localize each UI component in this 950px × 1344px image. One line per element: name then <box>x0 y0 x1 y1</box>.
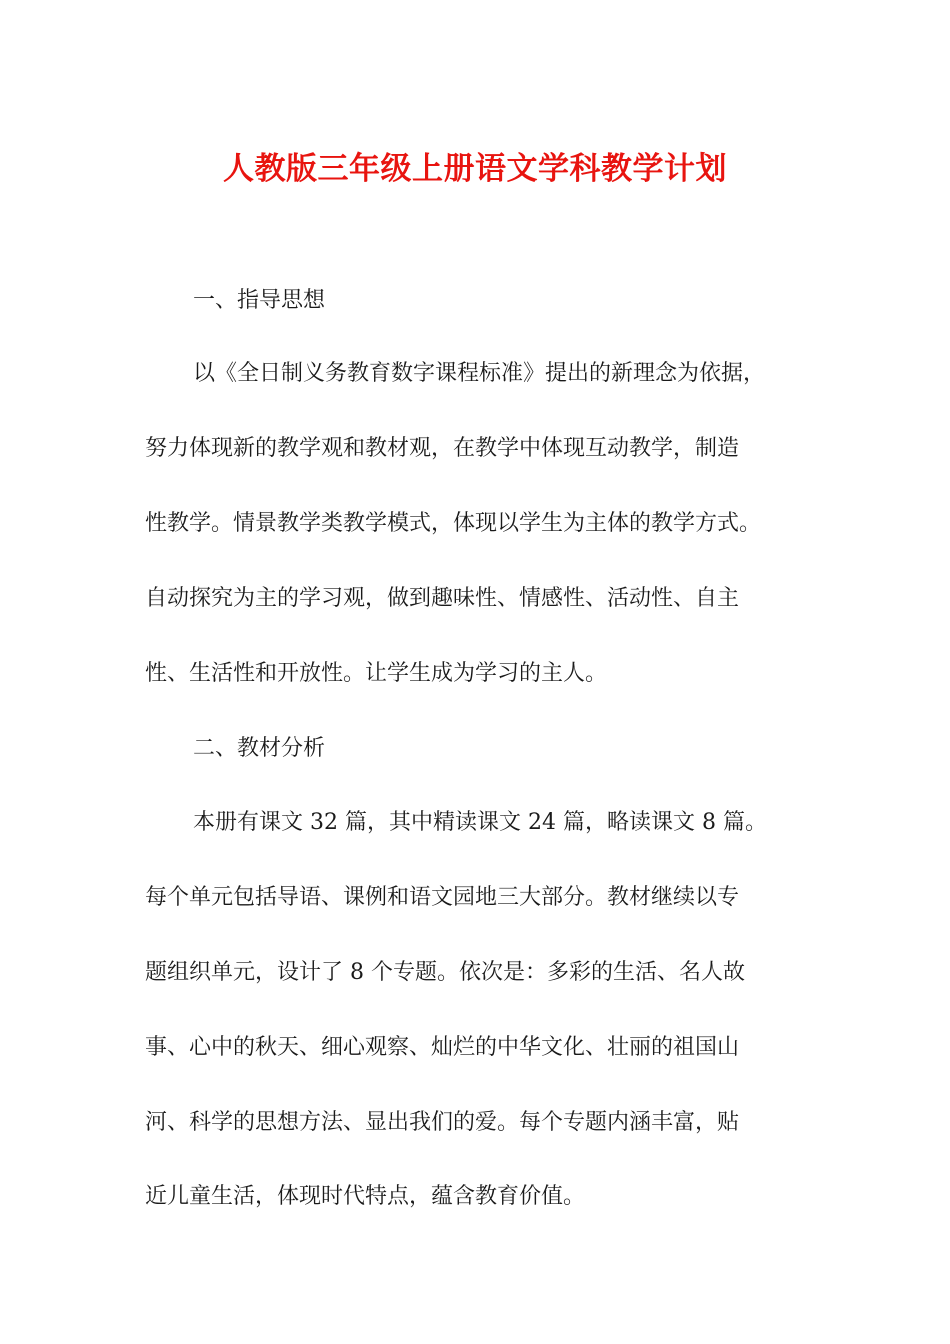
document-title: 人教版三年级上册语文学科教学计划 <box>223 151 727 187</box>
section-heading-textbook-analysis: 二、教材分析 <box>193 736 326 761</box>
paragraph-line: 性教学。情景教学类教学模式，体现以学生为主体的教学方式。 <box>145 511 762 536</box>
paragraph-line: 自动探究为主的学习观，做到趣味性、情感性、活动性、自主 <box>145 586 740 611</box>
paragraph-line: 本册有课文 32 篇，其中精读课文 24 篇，略读课文 8 篇。 <box>193 810 767 835</box>
paragraph-line: 河、科学的思想方法、显出我们的爱。每个专题内涵丰富，贴 <box>145 1110 740 1135</box>
paragraph-line: 事、心中的秋天、细心观察、灿烂的中华文化、壮丽的祖国山 <box>145 1035 740 1060</box>
paragraph-line: 性、生活性和开放性。让学生成为学习的主人。 <box>145 661 608 686</box>
paragraph-line: 近儿童生活，体现时代特点，蕴含教育价值。 <box>145 1184 586 1209</box>
paragraph-line: 每个单元包括导语、课例和语文园地三大部分。教材继续以专 <box>145 885 740 910</box>
section-heading-guiding-ideology: 一、指导思想 <box>193 288 326 313</box>
paragraph-line: 努力体现新的教学观和教材观，在教学中体现互动教学，制造 <box>145 436 740 461</box>
paragraph-line: 题组织单元，设计了 8 个专题。依次是：多彩的生活、名人故 <box>145 960 745 985</box>
paragraph-line: 以《全日制义务教育数字课程标准》提出的新理念为依据， <box>193 361 766 386</box>
